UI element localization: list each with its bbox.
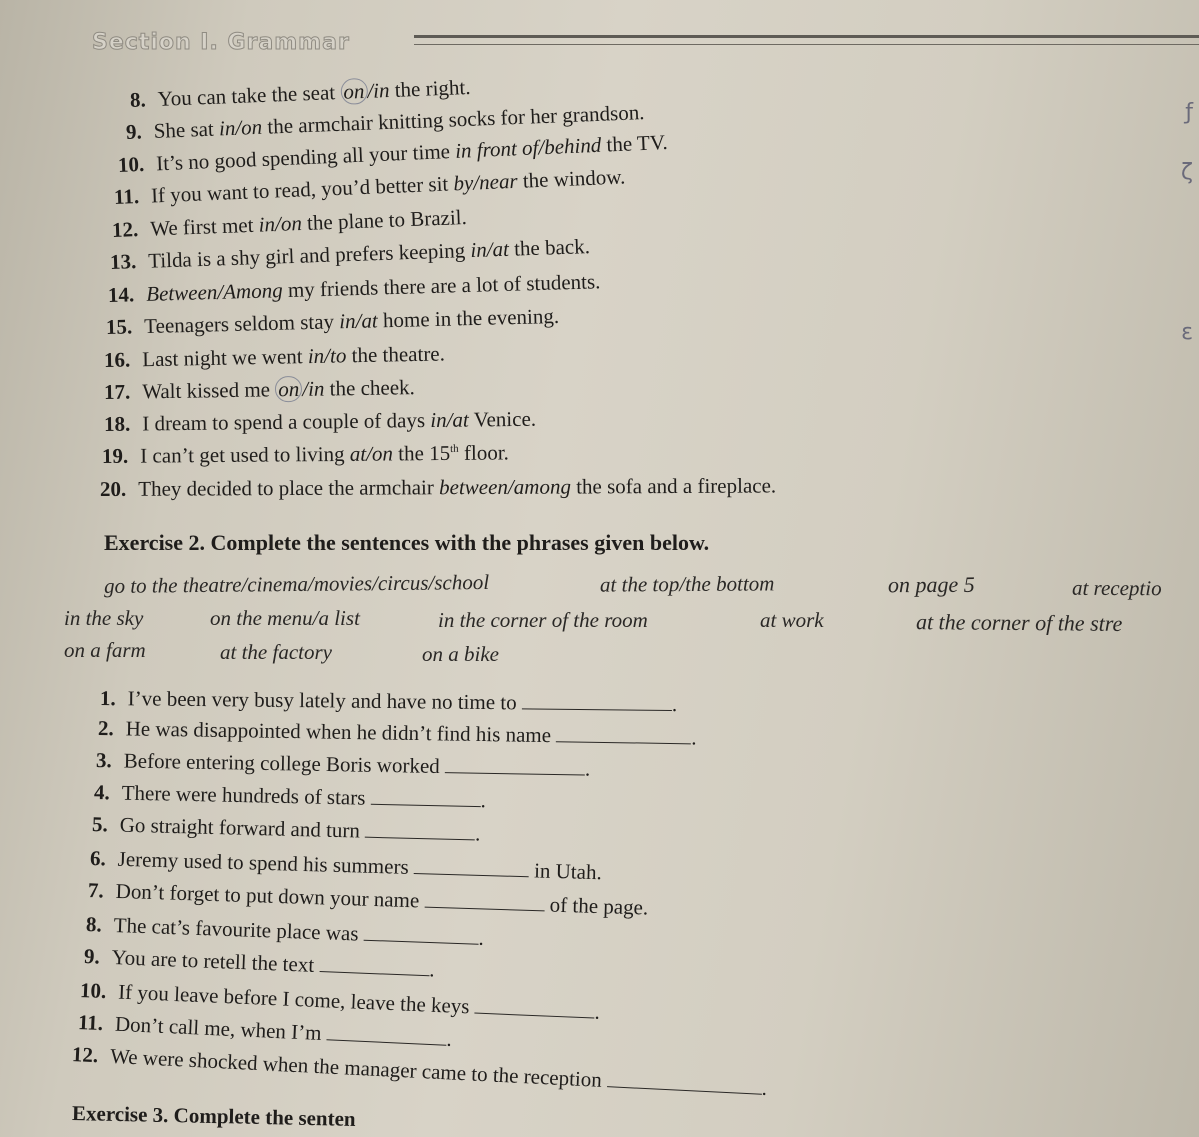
sentence-text: We first met — [149, 212, 260, 241]
sentence-text: floor. — [458, 440, 509, 465]
answer-blank[interactable] — [371, 786, 481, 807]
option-choice: in/at — [430, 407, 469, 433]
exercise2-item — [84, 944, 436, 982]
item-number: 11. — [77, 1010, 104, 1036]
sentence-text: home in the evening. — [377, 303, 560, 333]
sentence-end: . — [478, 925, 485, 950]
exercise1-item — [130, 75, 471, 113]
option-choice: Between/Among — [145, 278, 283, 306]
phrase-option: go to the theatre/cinema/movies/circus/school — [103, 569, 490, 599]
sentence-text: She sat — [153, 116, 220, 143]
exercise1-item — [112, 205, 468, 243]
exercise1-item — [100, 473, 776, 502]
sentence-text: I can’t get used to living — [140, 441, 350, 468]
answer-blank[interactable] — [326, 1021, 447, 1045]
item-number: 10. — [117, 151, 145, 177]
item-number: 7. — [87, 878, 105, 903]
exercise2-item — [96, 748, 591, 782]
pen-mark: ε — [1181, 320, 1193, 345]
item-number: 12. — [111, 217, 139, 242]
answer-blank[interactable] — [607, 1068, 763, 1095]
answer-blank[interactable] — [365, 819, 475, 841]
sentence-text: There were hundreds of stars — [121, 780, 371, 810]
item-number: 2. — [97, 716, 114, 741]
item-number: 17. — [103, 379, 131, 404]
sentence-text: the armchair knitting socks for her grandson. — [261, 100, 645, 139]
sentence-text: He was disappointed when he didn’t find his name — [125, 716, 557, 748]
item-number: 8. — [85, 912, 103, 937]
item-number: 18. — [103, 411, 131, 436]
section-title: Section I. Grammar — [92, 30, 350, 55]
exercise1-item — [106, 304, 560, 340]
exercise2-item — [86, 912, 485, 951]
sentence-end: . — [480, 788, 487, 813]
circled-choice: on — [340, 78, 368, 105]
sentence-text: Venice. — [468, 406, 537, 432]
option-choice: in/on — [218, 114, 263, 141]
sentence-text: Walt kissed me — [142, 377, 276, 404]
option-choice: in/on — [258, 211, 303, 237]
exercise2-item — [100, 686, 677, 717]
phrase-option: at receptio — [1071, 575, 1162, 601]
exercise1-item — [104, 407, 536, 437]
item-number: 3. — [95, 748, 112, 773]
item-number: 8. — [129, 87, 147, 112]
phrase-option: in the sky — [64, 606, 144, 630]
sentence-text: You can take the seat — [157, 79, 341, 111]
sentence-text: If you want to read, you’d better sit — [150, 171, 454, 208]
item-number: 14. — [107, 282, 135, 307]
sentence-text: the window. — [517, 164, 626, 193]
option-choice: in/at — [338, 308, 379, 334]
option-choice: in front of/behind — [454, 132, 602, 163]
option-choice: by/near — [452, 168, 519, 196]
phrase-option: at the corner of the stre — [915, 609, 1123, 636]
sentence-end: . — [584, 756, 591, 781]
exercise2-item — [71, 1042, 767, 1101]
option-choice: at/on — [349, 441, 394, 466]
pen-mark: ζ — [1181, 160, 1193, 185]
sentence-text: They decided to place the armchair — [138, 475, 440, 501]
sentence-text: I dream to spend a couple of days — [142, 408, 431, 436]
phrase-option: on page 5 — [887, 571, 975, 598]
item-number: 4. — [93, 780, 111, 805]
sentence-text: It’s no good spending all your time — [155, 138, 456, 176]
sentence-text: We were shocked when the manager came to the reception — [109, 1043, 608, 1093]
phrase-option: on a bike — [422, 642, 499, 666]
option-choice: /in — [302, 376, 325, 401]
answer-blank[interactable] — [319, 953, 430, 976]
exercise2-item — [92, 812, 481, 846]
exercise1-item — [104, 341, 445, 373]
option-choice: in/at — [469, 236, 510, 263]
item-number: 9. — [125, 119, 143, 144]
exercise2-item — [98, 716, 697, 750]
sentence-text: Teenagers seldom stay — [143, 309, 340, 339]
item-number: 6. — [89, 846, 107, 871]
sentence-text: You are to retell the text — [111, 945, 320, 978]
option-choice: /in — [366, 78, 390, 103]
answer-blank[interactable] — [474, 995, 595, 1019]
item-number: 19. — [101, 443, 129, 468]
answer-blank[interactable] — [424, 889, 545, 912]
option-choice: between/among — [439, 474, 571, 500]
sentence-end: . — [761, 1075, 768, 1100]
answer-blank[interactable] — [556, 723, 691, 744]
phrase-option: on a farm — [64, 638, 146, 662]
sentence-end: . — [691, 725, 697, 750]
item-number: 5. — [91, 812, 109, 837]
sentence-text: the cheek. — [324, 375, 415, 401]
phrase-option: in the corner of the room — [438, 608, 648, 632]
item-number: 15. — [105, 314, 133, 339]
sentence-text: The cat’s favourite place was — [113, 912, 365, 946]
exercise1-item — [104, 375, 415, 405]
pen-mark: ƒ — [1185, 100, 1193, 125]
sentence-text: the sofa and a fireplace. — [570, 473, 777, 499]
sentence-text: the 15 — [392, 440, 451, 466]
sentence-text: Jeremy used to spend his summers — [117, 846, 415, 880]
exercise3-heading: Exercise 3. Complete the senten — [71, 1101, 356, 1131]
sentence-text: If you leave before I come, leave the keys — [117, 979, 476, 1019]
sentence-text: the plane to Brazil. — [301, 205, 468, 236]
sentence-end: . — [474, 821, 481, 846]
sentence-end: . — [671, 691, 678, 717]
sentence-text: Don’t forget to put down your name — [115, 878, 425, 913]
sentence-text: the TV. — [600, 129, 669, 157]
sentence-end: . — [428, 957, 436, 982]
sentence-text: the back. — [508, 234, 591, 261]
sentence-end: in Utah. — [528, 858, 603, 885]
answer-blank[interactable] — [363, 922, 479, 945]
sentence-end: . — [594, 999, 601, 1024]
item-number: 11. — [113, 184, 140, 209]
exercise1-item — [102, 440, 509, 469]
sentence-text: the right. — [389, 74, 471, 103]
phrase-option: at the factory — [220, 640, 332, 664]
item-number: 1. — [99, 686, 116, 711]
item-number: 10. — [79, 978, 107, 1004]
answer-blank[interactable] — [445, 754, 585, 775]
sentence-text: Go straight forward and turn — [119, 812, 366, 843]
sentence-text: Tilda is a shy girl and prefers keeping — [147, 238, 471, 273]
ordinal-suffix: th — [450, 442, 459, 455]
item-number: 13. — [109, 249, 137, 274]
item-number: 12. — [71, 1042, 99, 1068]
answer-blank[interactable] — [414, 855, 529, 877]
circled-choice: on — [275, 376, 302, 402]
sentence-end: . — [446, 1026, 453, 1051]
phrase-option: on the menu/a list — [210, 606, 360, 630]
answer-blank[interactable] — [522, 690, 672, 711]
title-rule — [414, 35, 1199, 45]
phrase-option: at work — [760, 608, 824, 632]
option-choice: in/to — [307, 343, 347, 369]
exercise1-item — [108, 269, 601, 308]
sentence-text: I’ve been very busy lately and have no time to — [127, 686, 523, 715]
sentence-text: Last night we went — [142, 344, 309, 372]
item-number: 16. — [103, 347, 131, 372]
exercise2-heading: Exercise 2. Complete the sentences with the phrases given below. — [104, 530, 710, 555]
sentence-text: the theatre. — [346, 341, 446, 368]
sentence-text: Don’t call me, when I’m — [114, 1011, 328, 1046]
phrase-option: at the top/the bottom — [599, 571, 775, 597]
exercise2-item — [90, 846, 602, 885]
exercise2-item — [94, 780, 486, 813]
sentence-text: my friends there are a lot of students. — [282, 269, 601, 303]
sentence-end: of the page. — [544, 892, 649, 920]
sentence-text: Before entering college Boris worked — [123, 748, 446, 779]
item-number: 20. — [99, 476, 127, 501]
item-number: 9. — [83, 944, 101, 969]
